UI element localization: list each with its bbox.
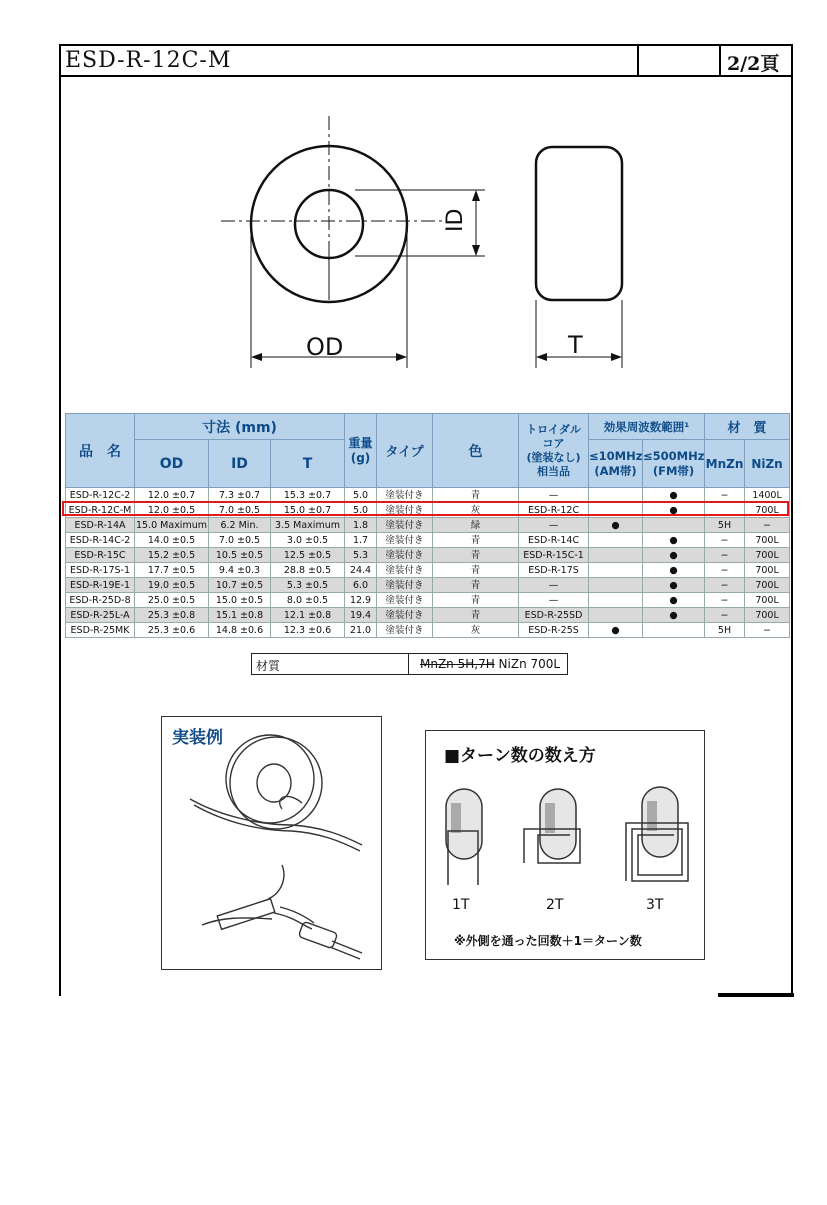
table-cell-t: 12.1 ±0.8	[271, 608, 345, 623]
table-cell-w: 21.0	[345, 623, 377, 638]
table-cell-am	[589, 608, 643, 623]
table-cell-mnzn: −	[705, 488, 745, 503]
table-cell-type: 塗装付き	[377, 593, 433, 608]
table-cell-eq: —	[519, 593, 589, 608]
turn-count-title: ■ターン数の数え方	[444, 746, 596, 766]
highlight-row-outline	[62, 501, 789, 516]
table-cell-t: 15.0 ±0.7	[271, 503, 345, 518]
turn-label-1t: 1T	[452, 897, 470, 913]
col-toroidal: トロイダル コア (塗装なし) 相当品	[519, 414, 589, 488]
table-cell-t: 5.3 ±0.5	[271, 578, 345, 593]
table-cell-am	[589, 578, 643, 593]
table-cell-eq: ESD-R-15C-1	[519, 548, 589, 563]
table-cell-mnzn: 5H	[705, 518, 745, 533]
table-cell-name: ESD-R-14C-2	[66, 533, 135, 548]
col-weight: 重量 (g)	[345, 414, 377, 488]
turn-1t-figure	[446, 789, 482, 885]
table-cell-color: 灰	[433, 503, 519, 518]
table-cell-nizn: −	[745, 518, 790, 533]
col-fm: ≤500MHz (FM帯)	[643, 440, 705, 488]
turn-label-2t: 2T	[546, 897, 564, 913]
table-cell-type: 塗装付き	[377, 503, 433, 518]
table-cell-eq: —	[519, 488, 589, 503]
table-cell-od: 19.0 ±0.5	[135, 578, 209, 593]
table-cell-mnzn: −	[705, 533, 745, 548]
table-cell-eq: ESD-R-25S	[519, 623, 589, 638]
table-cell-nizn: 700L	[745, 608, 790, 623]
turn-2t-figure	[524, 789, 580, 863]
table-cell-fm: ●	[643, 488, 705, 503]
mounting-illustration	[162, 717, 381, 969]
table-cell-type: 塗装付き	[377, 578, 433, 593]
doc-title: ESD-R-12C-M	[65, 48, 232, 73]
bottom-rule	[718, 993, 794, 997]
table-cell-od: 12.0 ±0.5	[135, 503, 209, 518]
table-row	[66, 548, 790, 563]
table-row	[66, 563, 790, 578]
table-cell-am	[589, 563, 643, 578]
table-cell-nizn: −	[745, 623, 790, 638]
table-cell-od: 25.3 ±0.6	[135, 623, 209, 638]
table-cell-name: ESD-R-17S-1	[66, 563, 135, 578]
table-cell-am	[589, 593, 643, 608]
table-cell-nizn: 700L	[745, 548, 790, 563]
col-id: ID	[209, 440, 271, 488]
col-am: ≤10MHz (AM帯)	[589, 440, 643, 488]
table-cell-name: ESD-R-12C-M	[66, 503, 135, 518]
table-cell-od: 15.0 Maximum	[136, 519, 207, 531]
table-cell-id: 15.1 ±0.8	[209, 608, 271, 623]
material-note	[251, 653, 568, 675]
table-cell-type: 塗装付き	[377, 608, 433, 623]
table-cell-fm: ●	[643, 503, 705, 518]
table-cell-id: 6.2 Min.	[209, 518, 271, 533]
table-cell-id: 7.0 ±0.5	[209, 533, 271, 548]
new-material: NiZn 700L	[494, 657, 561, 671]
table-cell-color: 青	[433, 548, 519, 563]
mounting-example-panel	[161, 716, 382, 970]
table-row	[66, 608, 790, 623]
table-cell-t: 3.0 ±0.5	[271, 533, 345, 548]
table-cell-name: ESD-R-25MK	[66, 623, 135, 638]
table-cell-id: 14.8 ±0.6	[209, 623, 271, 638]
turn-count-note: ※外側を通った回数＋1＝ターン数	[454, 934, 642, 948]
table-cell-mnzn: −	[705, 563, 745, 578]
material-label: 材質	[256, 659, 281, 673]
table-cell-w: 1.8	[345, 518, 377, 533]
table-row	[66, 518, 790, 533]
table-cell-id: 7.3 ±0.7	[209, 488, 271, 503]
table-cell-color: 緑	[433, 518, 519, 533]
table-cell-nizn: 700L	[745, 563, 790, 578]
table-cell-nizn: 700L	[745, 593, 790, 608]
col-freq: 効果周波数範囲¹	[589, 414, 705, 440]
col-type: タイプ	[377, 414, 433, 488]
page-number: 2/2頁	[727, 53, 780, 75]
toroid-front-view	[221, 116, 485, 368]
table-cell-eq: ESD-R-12C	[519, 503, 589, 518]
material-value	[420, 657, 560, 671]
table-cell-color: 青	[433, 608, 519, 623]
table-cell-type: 塗装付き	[377, 518, 433, 533]
table-cell-od: 12.0 ±0.7	[135, 488, 209, 503]
table-cell-eq: ESD-R-14C	[519, 533, 589, 548]
table-cell-fm: ●	[643, 593, 705, 608]
table-cell-color: 青	[433, 578, 519, 593]
table-cell-od: 17.7 ±0.5	[135, 563, 209, 578]
divider	[719, 46, 721, 75]
struck-material: MnZn 5H,7H	[420, 657, 495, 671]
table-cell-eq: ESD-R-17S	[519, 563, 589, 578]
col-dims: 寸法 (mm)	[135, 414, 345, 440]
col-t: T	[271, 440, 345, 488]
table-cell-t: 28.8 ±0.5	[271, 563, 345, 578]
col-nizn: NiZn	[745, 440, 790, 488]
table-cell-t: 12.3 ±0.6	[271, 623, 345, 638]
table-cell-name: ESD-R-12C-2	[66, 488, 135, 503]
col-material: 材 質	[705, 414, 790, 440]
table-row	[66, 623, 790, 638]
table-cell-eq: —	[519, 578, 589, 593]
table-cell-w: 1.7	[345, 533, 377, 548]
col-mnzn: MnZn	[705, 440, 745, 488]
col-od: OD	[135, 440, 209, 488]
table-cell-w: 5.0	[345, 503, 377, 518]
table-cell-am	[589, 548, 643, 563]
table-cell-am: ●	[589, 518, 643, 533]
table-cell-type: 塗装付き	[377, 563, 433, 578]
table-cell-am	[589, 533, 643, 548]
id-label: ID	[443, 208, 468, 232]
table-cell-fm	[643, 518, 705, 533]
table-cell-id: 10.5 ±0.5	[209, 548, 271, 563]
mounting-example-title: 実装例	[172, 728, 223, 748]
table-cell-color: 青	[433, 563, 519, 578]
col-color: 色	[433, 414, 519, 488]
table-cell-color: 青	[433, 533, 519, 548]
turn-3t-figure	[626, 787, 688, 881]
table-cell-w: 12.9	[345, 593, 377, 608]
table-cell-t: 3.5 Maximum	[271, 518, 345, 533]
table-cell-od: 25.3 ±0.8	[135, 608, 209, 623]
table-cell-nizn: 1400L	[745, 488, 790, 503]
table-cell-w: 5.3	[345, 548, 377, 563]
table-cell-t: 12.5 ±0.5	[271, 548, 345, 563]
table-cell-name: ESD-R-14A	[66, 518, 135, 533]
turn-illustrations	[426, 731, 703, 958]
table-cell-type: 塗装付き	[377, 623, 433, 638]
table-cell-color: 青	[433, 488, 519, 503]
title-bar	[59, 44, 793, 77]
table-cell-am: ●	[589, 623, 643, 638]
table-cell-eq: —	[519, 518, 589, 533]
table-cell-t: 15.3 ±0.7	[271, 488, 345, 503]
table-cell-od: 25.0 ±0.5	[135, 593, 209, 608]
table-cell-type: 塗装付き	[377, 548, 433, 563]
table-cell-name: ESD-R-25D-8	[66, 593, 135, 608]
table-cell-mnzn: −	[705, 578, 745, 593]
table-cell-mnzn: −	[705, 548, 745, 563]
table-cell-nizn: 700L	[745, 578, 790, 593]
table-cell-w: 6.0	[345, 578, 377, 593]
spec-table	[65, 413, 790, 638]
turn-label-3t: 3T	[646, 897, 664, 913]
table-cell-fm	[643, 623, 705, 638]
table-row	[66, 578, 790, 593]
table-cell-mnzn: −	[705, 593, 745, 608]
table-cell-name: ESD-R-25L-A	[66, 608, 135, 623]
table-cell-w: 19.4	[345, 608, 377, 623]
turn-count-panel	[425, 730, 705, 960]
table-cell-t: 8.0 ±0.5	[271, 593, 345, 608]
t-label: T	[568, 331, 583, 359]
table-cell-fm: ●	[643, 563, 705, 578]
table-cell-fm: ●	[643, 548, 705, 563]
table-cell-name: ESD-R-15C	[66, 548, 135, 563]
col-name: 品 名	[66, 414, 135, 488]
table-row	[66, 593, 790, 608]
table-cell-color: 灰	[433, 623, 519, 638]
table-cell-nizn: 700L	[745, 533, 790, 548]
table-cell-nizn: 700L	[745, 503, 790, 518]
table-cell-id: 10.7 ±0.5	[209, 578, 271, 593]
table-cell-id: 15.0 ±0.5	[209, 593, 271, 608]
divider	[408, 654, 409, 674]
table-row	[66, 533, 790, 548]
table-cell-fm: ●	[643, 608, 705, 623]
table-cell-name: ESD-R-19E-1	[66, 578, 135, 593]
table-cell-color: 青	[433, 593, 519, 608]
table-cell-fm: ●	[643, 578, 705, 593]
table-cell-eq: ESD-R-25SD	[519, 608, 589, 623]
table-cell-id: 7.0 ±0.5	[209, 503, 271, 518]
table-cell-type: 塗装付き	[377, 533, 433, 548]
table-cell-w: 5.0	[345, 488, 377, 503]
table-cell-mnzn: −	[705, 608, 745, 623]
table-cell-mnzn: 5H	[705, 623, 745, 638]
table-cell-id: 9.4 ±0.3	[209, 563, 271, 578]
table-cell-od: 15.2 ±0.5	[135, 548, 209, 563]
divider	[637, 46, 639, 75]
table-cell-type: 塗装付き	[377, 488, 433, 503]
spec-table-wrapper	[65, 413, 789, 638]
table-cell-fm: ●	[643, 533, 705, 548]
od-label: OD	[306, 333, 344, 361]
table-cell-od: 14.0 ±0.5	[135, 533, 209, 548]
table-cell-w: 24.4	[345, 563, 377, 578]
